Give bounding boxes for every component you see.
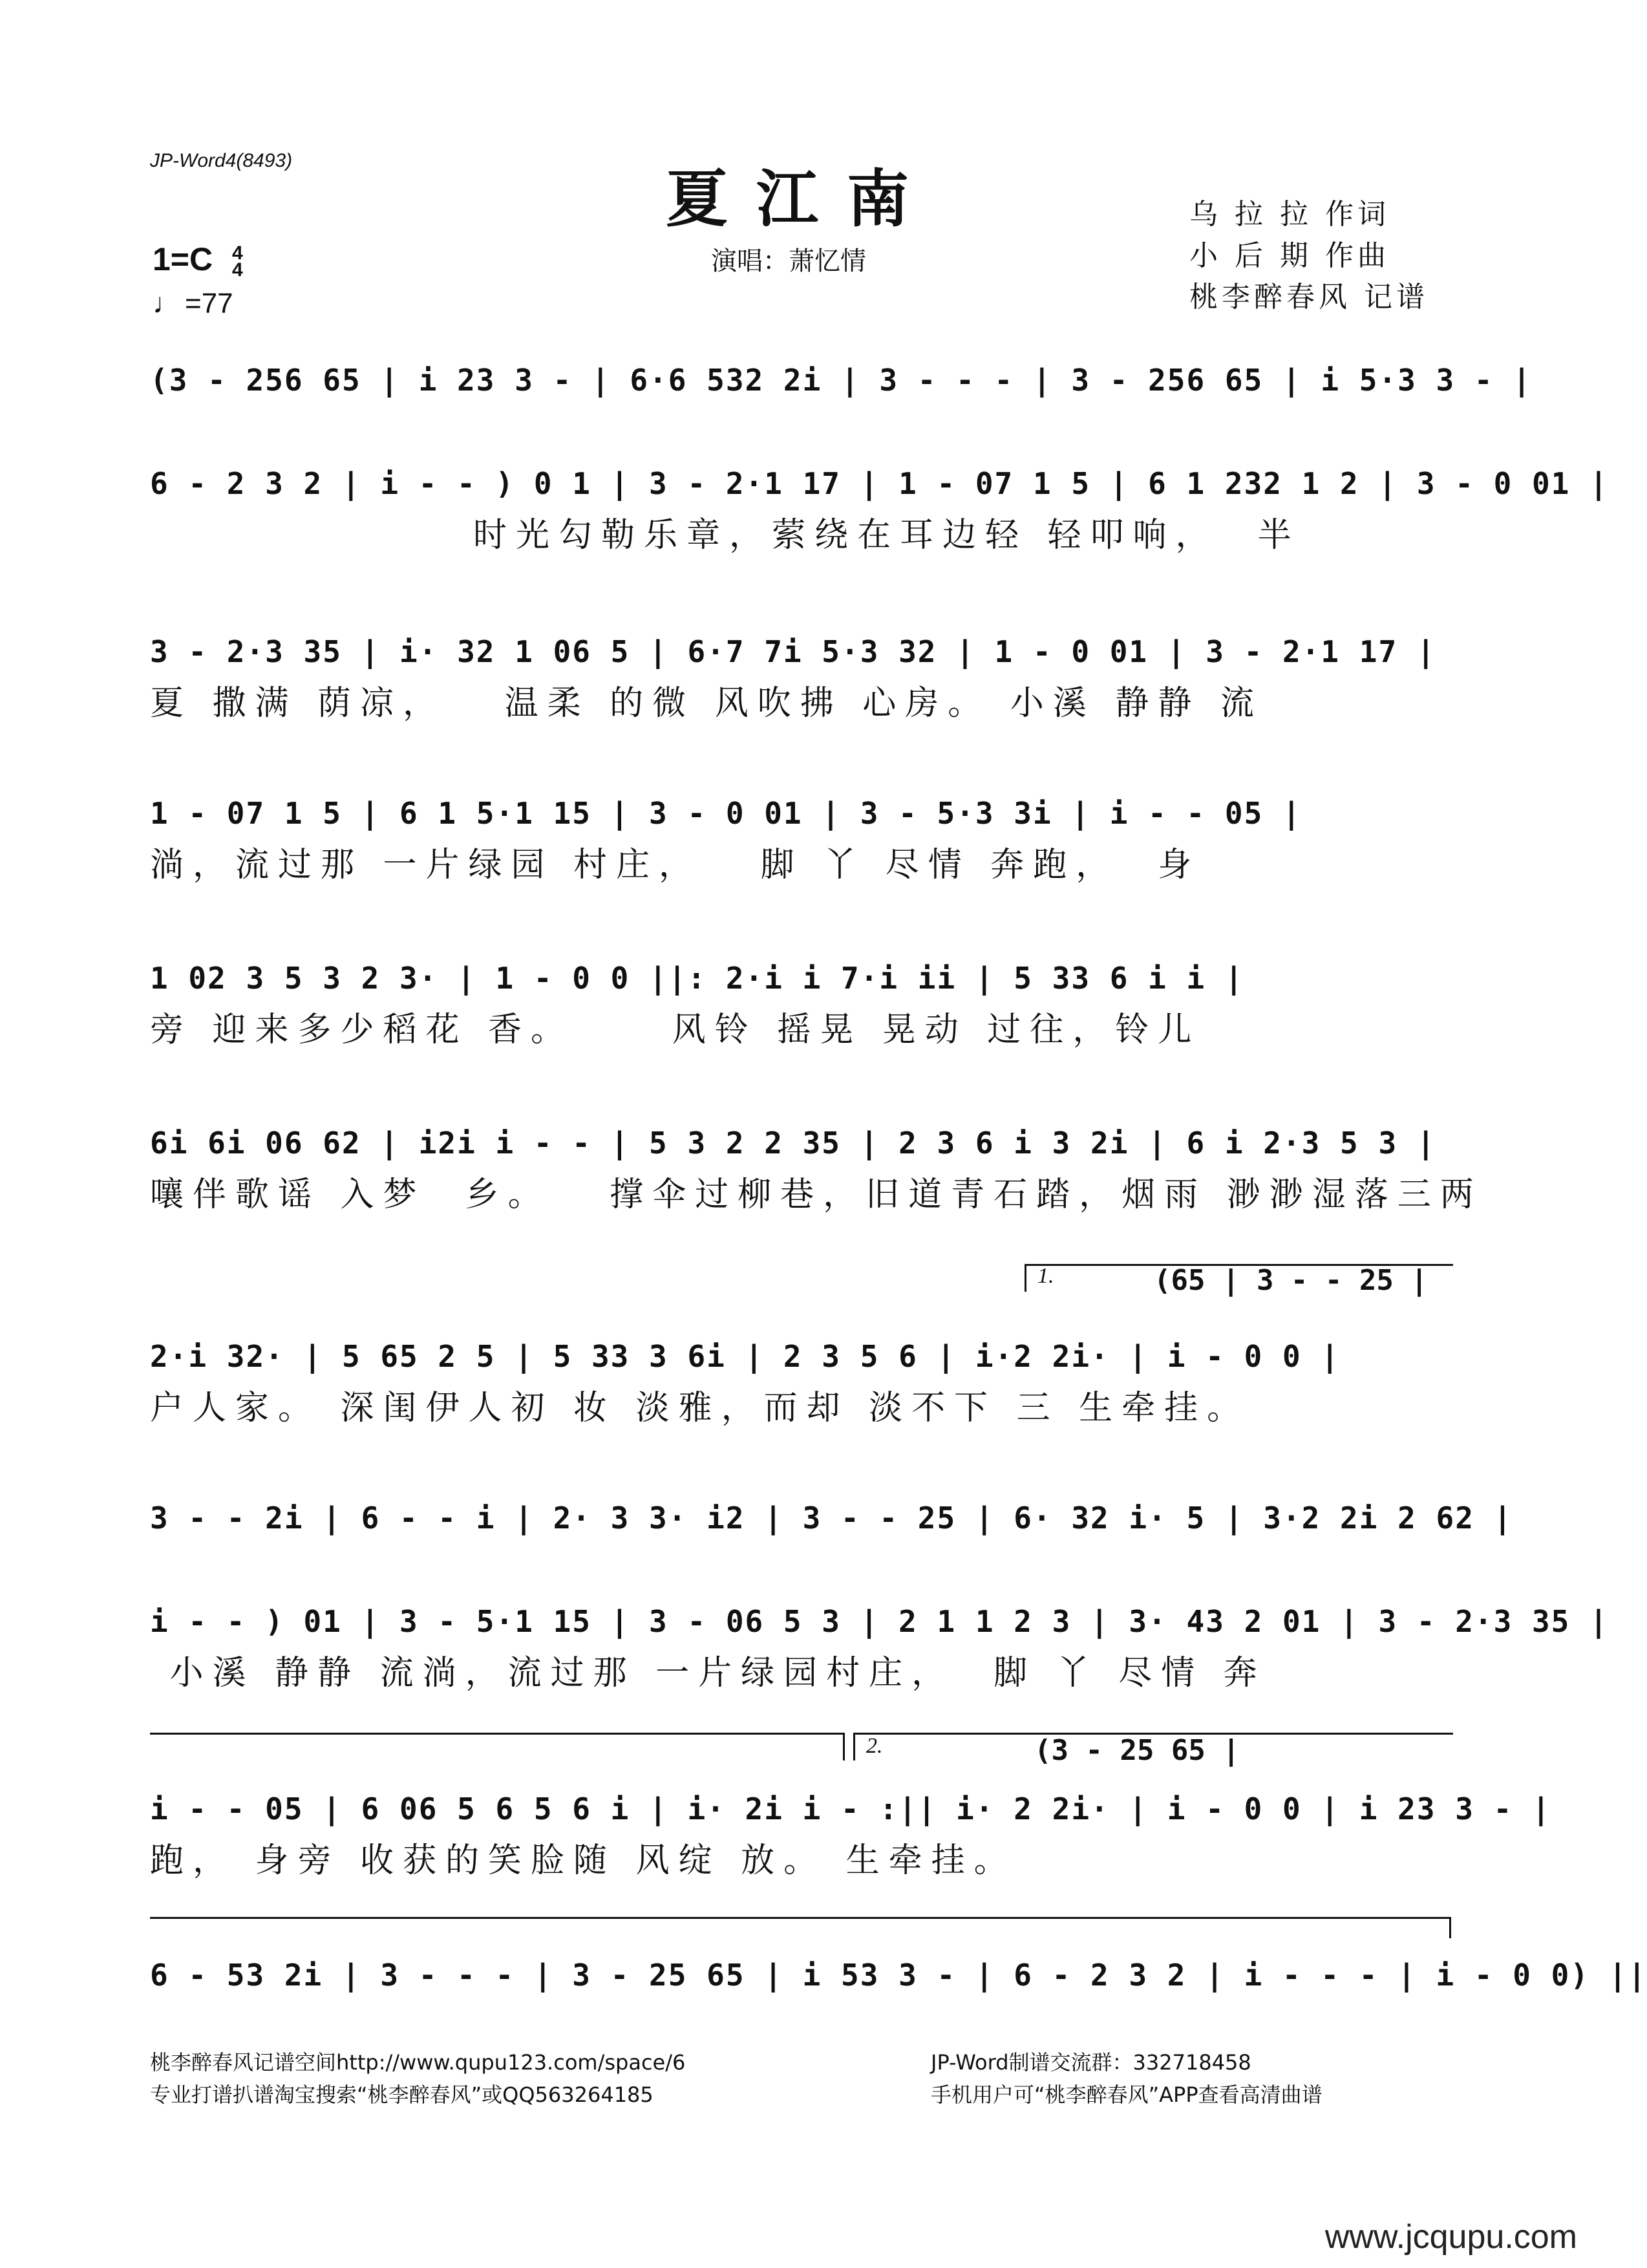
- lyrics-line: 户人家。 深闺伊人初 妆 淡雅，而却 淡不下 三 生牵挂。: [150, 1389, 1250, 1428]
- score-system-11: [150, 1947, 1647, 2006]
- second-ending-alt: (3 - 25 65 |: [1034, 1734, 1240, 1767]
- score-system-6: [150, 1115, 1483, 1219]
- tempo-mark: [153, 288, 233, 320]
- footer-right-line-1: JP-Word制谱交流群：332718458: [931, 2050, 1251, 2075]
- transcriber: 桃李醉春风 记谱: [1189, 281, 1429, 314]
- lyrics-line: 时光勾勒乐章，萦绕在耳边轻 轻叩响， 半: [473, 516, 1301, 555]
- lyrics-line: 嚷伴歌谣 入梦 乡。 撑伞过柳巷，旧道青石踏，烟雨 渺渺湿落三两: [150, 1175, 1483, 1214]
- notation-line: 6 - 2 3 2 | i - - ) 0 1 | 3 - 2·1 17 | 1 - 07 1 5 | 6 1 232 1 2 | 3 - 0 01 |: [150, 466, 1609, 501]
- composer: 小 后 期 作曲: [1189, 239, 1390, 272]
- lyrics-line: 跑， 身旁 收获的笑脸随 风绽 放。 生牵挂。: [150, 1841, 1017, 1880]
- key-signature: [153, 241, 243, 279]
- footer-left: [150, 2046, 685, 2111]
- quarter-note-icon: ♩: [153, 288, 181, 319]
- notation-line: 6i 6i 06 62 | i2i i - - | 5 3 2 2 35 | 2 3 6 i 3 2i | 6 i 2·3 5 3 |: [150, 1126, 1436, 1161]
- watermark: www.jcqupu.com: [1324, 2218, 1577, 2256]
- score-system-4: [150, 786, 1456, 889]
- notation-line: 3 - - 2i | 6 - - i | 2· 3 3· i2 | 3 - - 25 | 6· 32 i· 5 | 3·2 2i 2 62 |: [150, 1501, 1513, 1535]
- second-ending-label: 2.: [866, 1734, 883, 1758]
- lyrics-line: 夏 撒满 荫凉， 温柔 的微 风吹拂 心房。 小溪 静静 流: [150, 684, 1263, 723]
- lyrics-line: 旁 迎来多少稻花 香。 风铃 摇晃 晃动 过往，铃儿: [150, 1011, 1201, 1049]
- page-title: 夏江南: [666, 162, 937, 235]
- notation-line: 3 - 2·3 35 | i· 32 1 06 5 | 6·7 7i 5·3 32 | 1 - 0 01 | 3 - 2·1 17 |: [150, 634, 1436, 669]
- lyricist: 乌 拉 拉 作词: [1189, 198, 1390, 231]
- notation-line: 1 02 3 5 3 2 3· | 1 - 0 0 ||: 2·i i 7·i ii | 5 33 6 i i |: [150, 961, 1244, 996]
- footer-right: [931, 2046, 1323, 2111]
- lyrics-line: 小溪 静静 流淌，流过那 一片绿园村庄， 脚 丫 尽情 奔: [150, 1654, 1266, 1693]
- footer-right-line-2: 手机用户可“桃李醉春风”APP查看高清曲谱: [931, 2082, 1323, 2107]
- score-system-8: [150, 1490, 1513, 1548]
- lyrics-line: 淌，流过那 一片绿园 村庄， 脚 丫 尽情 奔跑， 身: [150, 846, 1201, 884]
- time-top: 4: [232, 242, 243, 264]
- score-system-5: [150, 950, 1456, 1054]
- singer-line: 演唱：萧忆情: [711, 246, 866, 276]
- coda-bracket: [150, 1917, 1451, 1938]
- source-label: JP-Word4(8493): [150, 150, 293, 171]
- notation-line: 1 - 07 1 5 | 6 1 5·1 15 | 3 - 0 01 | 3 - 5·3 3i | i - - 05 |: [150, 796, 1302, 831]
- footer-left-line-1: 桃李醉春风记谱空间http://www.qupu123.com/space/6: [150, 2050, 686, 2075]
- score-system-3: [150, 624, 1456, 727]
- score-system-10: [150, 1781, 1551, 1885]
- credits: [1189, 194, 1429, 318]
- footer-left-line-2: 专业打谱扒谱淘宝搜索“桃李醉春风”或QQ563264185: [150, 2082, 653, 2107]
- tempo-value: =77: [185, 288, 233, 319]
- score-system-2: [150, 456, 1609, 559]
- time-signature: [232, 242, 243, 281]
- score-system-9: [150, 1594, 1609, 1697]
- notation-line: 2·i 32· | 5 65 2 5 | 5 33 3 6i | 2 3 5 6 | i·2 2i· | i - 0 0 |: [150, 1339, 1341, 1374]
- notation-line: i - - 05 | 6 06 5 6 5 6 i | i· 2i i - :|| i· 2 2i· | i - 0 0 | i 23 3 - |: [150, 1792, 1551, 1826]
- repeat-bracket: [150, 1733, 845, 1760]
- score-system-7: [150, 1329, 1456, 1432]
- score-system-1: [150, 352, 1532, 411]
- key-text: 1=C: [153, 241, 213, 277]
- notation-line: i - - ) 01 | 3 - 5·1 15 | 3 - 06 5 3 | 2 1 1 2 3 | 3· 43 2 01 | 3 - 2·3 35 |: [150, 1604, 1609, 1639]
- first-ending-label: 1.: [1037, 1264, 1054, 1288]
- time-bottom: 4: [232, 259, 243, 281]
- first-ending-alt: (65 | 3 - - 25 |: [1154, 1264, 1428, 1297]
- notation-line: (3 - 256 65 | i 23 3 - | 6·6 532 2i | 3 - - - | 3 - 256 65 | i 5·3 3 - |: [150, 363, 1532, 398]
- notation-line: 6 - 53 2i | 3 - - - | 3 - 25 65 | i 53 3 - | 6 - 2 3 2 | i - - - | i - 0 0) ||: [150, 1958, 1647, 1993]
